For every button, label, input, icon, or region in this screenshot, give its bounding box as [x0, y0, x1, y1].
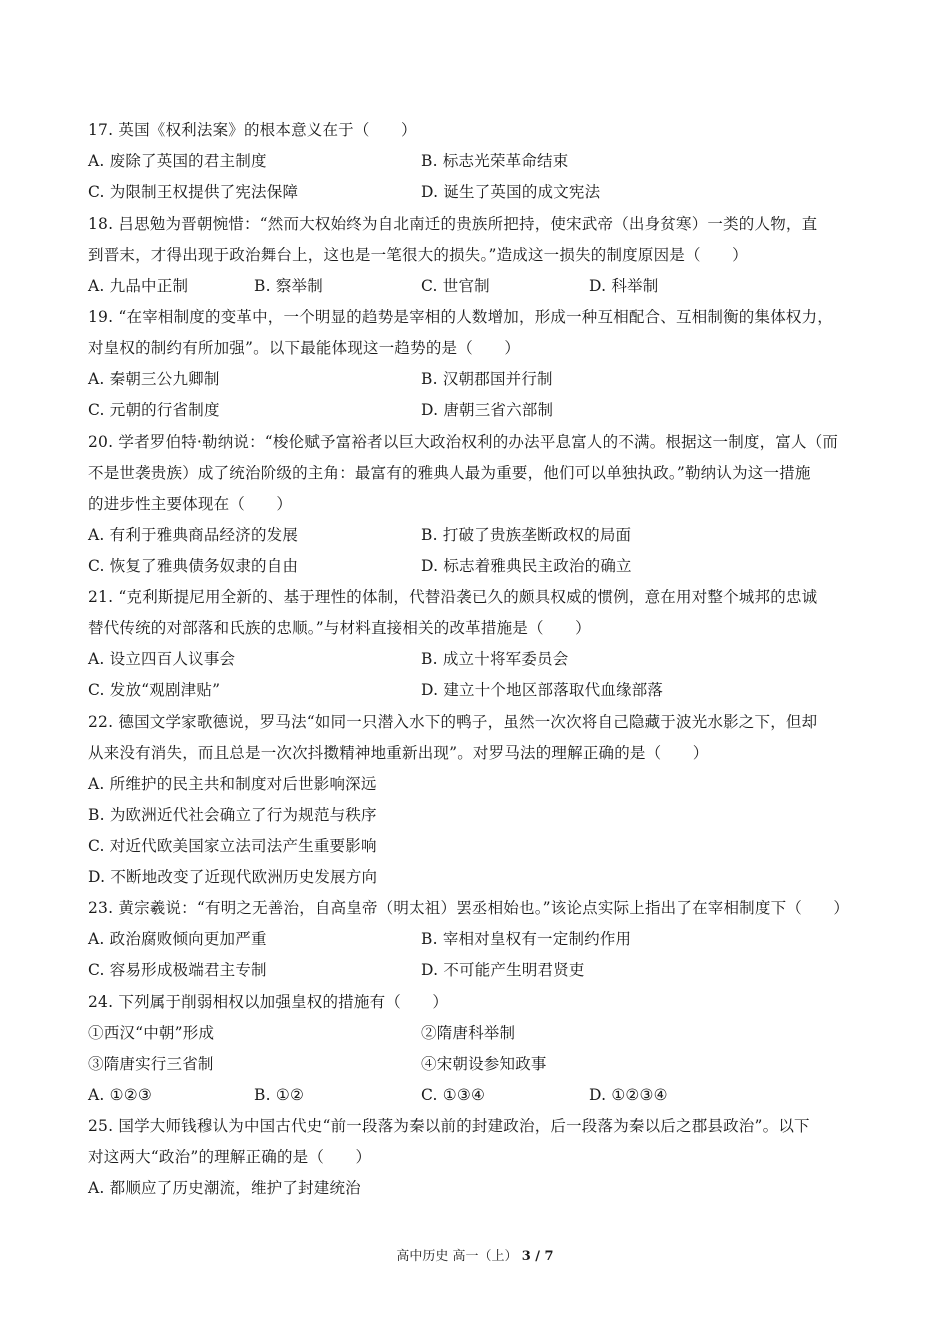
question-19-option-c: C. 元朝的行省制度 — [88, 401, 220, 419]
question-24-item-2: ②隋唐科举制 — [421, 1024, 516, 1042]
question-23-option-c: C. 容易形成极端君主专制 — [88, 961, 267, 979]
question-19-option-d: D. 唐朝三省六部制 — [421, 401, 554, 419]
question-23-option-d: D. 不可能产生明君贤吏 — [421, 961, 585, 979]
question-19-option-b: B. 汉朝郡国并行制 — [421, 370, 553, 388]
question-24-option-d: D. ①②③④ — [589, 1086, 668, 1104]
question-21-option-d: D. 建立十个地区部落取代血缘部落 — [421, 681, 664, 699]
question-25-option-a: A. 都顺应了历史潮流，维护了封建统治 — [88, 1179, 361, 1197]
question-22-option-d: D. 不断地改变了近现代欧洲历史发展方向 — [88, 868, 378, 886]
question-17-stem: 17. 英国《权利法案》的根本意义在于（ ） — [88, 121, 417, 139]
question-21-option-c: C. 发放“观剧津贴” — [88, 681, 221, 699]
question-18-option-d: D. 科举制 — [589, 277, 659, 295]
question-23-option-b: B. 宰相对皇权有一定制约作用 — [421, 930, 632, 948]
question-20-option-a: A. 有利于雅典商品经济的发展 — [88, 526, 299, 544]
question-19-stem-line-2: 对皇权的制约有所加强”。以下最能体现这一趋势的是（ ） — [88, 339, 521, 357]
question-18-option-b: B. 察举制 — [254, 277, 323, 295]
page-footer — [0, 1248, 950, 1266]
page-number: 3 / 7 — [521, 1249, 554, 1264]
question-18-option-a: A. 九品中正制 — [88, 277, 189, 295]
question-17-option-c: C. 为限制王权提供了宪法保障 — [88, 183, 299, 201]
question-21-option-a: A. 设立四百人议事会 — [88, 650, 236, 668]
question-18-option-c: C. 世官制 — [421, 277, 490, 295]
question-24-item-1: ①西汉“中朝”形成 — [88, 1024, 215, 1042]
question-17-option-d: D. 诞生了英国的成文宪法 — [421, 183, 601, 201]
question-19-option-a: A. 秦朝三公九卿制 — [88, 370, 220, 388]
question-20-stem-line-3: 的进步性主要体现在（ ） — [88, 495, 293, 513]
question-24-item-3: ③隋唐实行三省制 — [88, 1055, 214, 1073]
question-24-option-c: C. ①③④ — [421, 1086, 486, 1104]
question-21-option-b: B. 成立十将军委员会 — [421, 650, 569, 668]
question-18-stem-line-1: 18. 吕思勉为晋朝惋惜：“然而大权始终为自北南迁的贵族所把持，使宋武帝（出身贫寒）一类的人物，直 — [88, 215, 818, 233]
question-24-item-4: ④宋朝设参知政事 — [421, 1055, 547, 1073]
question-25-stem-line-1: 25. 国学大师钱穆认为中国古代史“前一段落为秦以前的封建政治，后一段落为秦以后之郡县政治”。以下 — [88, 1117, 810, 1135]
question-17-option-a: A. 废除了英国的君主制度 — [88, 152, 267, 170]
question-17-option-b: B. 标志光荣革命结束 — [421, 152, 569, 170]
question-20-stem-line-1: 20. 学者罗伯特·勒纳说：“梭伦赋予富裕者以巨大政治权利的办法平息富人的不满。根据这一制度，富人（而 — [88, 433, 839, 451]
question-20-option-d: D. 标志着雅典民主政治的确立 — [421, 557, 632, 575]
question-21-stem-line-1: 21. “克利斯提尼用全新的、基于理性的体制，代替沿袭已久的颇具权威的惯例，意在用对整个城邦的忠诚 — [88, 588, 818, 606]
question-24-option-b: B. ①② — [254, 1086, 305, 1104]
question-20-option-c: C. 恢复了雅典债务奴隶的自由 — [88, 557, 299, 575]
question-22-stem-line-1: 22. 德国文学家歌德说，罗马法“如同一只潜入水下的鸭子，虽然一次次将自己隐藏于波光水影之下，但却 — [88, 713, 818, 731]
question-22-option-a: A. 所维护的民主共和制度对后世影响深远 — [88, 775, 377, 793]
question-25-stem-line-2: 对这两大“政治”的理解正确的是（ ） — [88, 1148, 372, 1166]
footer-subject: 高中历史 高一（上） — [396, 1249, 518, 1264]
question-22-stem-line-2: 从来没有消失，而且总是一次次抖擞精神地重新出现”。对罗马法的理解正确的是（ ） — [88, 744, 709, 762]
question-18-stem-line-2: 到晋末，才得出现于政治舞台上，这也是一笔很大的损失。”造成这一损失的制度原因是（ ） — [88, 246, 748, 264]
question-23-option-a: A. 政治腐败倾向更加严重 — [88, 930, 267, 948]
question-21-stem-line-2: 替代传统的对部落和氏族的忠顺。”与材料直接相关的改革措施是（ ） — [88, 619, 591, 637]
question-24-option-a: A. ①②③ — [88, 1086, 152, 1104]
question-19-stem-line-1: 19. “在宰相制度的变革中，一个明显的趋势是宰相的人数增加，形成一种互相配合、互相制衡的集体权力， — [88, 308, 834, 326]
question-22-option-b: B. 为欧洲近代社会确立了行为规范与秩序 — [88, 806, 377, 824]
question-22-option-c: C. 对近代欧美国家立法司法产生重要影响 — [88, 837, 377, 855]
question-23-stem: 23. 黄宗羲说：“有明之无善治，自高皇帝（明太祖）罢丞相始也。”该论点实际上指出了在宰相制度下（ ） — [88, 899, 850, 917]
question-20-option-b: B. 打破了贵族垄断政权的局面 — [421, 526, 632, 544]
question-20-stem-line-2: 不是世袭贵族）成了统治阶级的主角：最富有的雅典人最为重要，他们可以单独执政。”勒纳认为这一措施 — [88, 464, 811, 482]
question-24-stem: 24. 下列属于削弱相权以加强皇权的措施有（ ） — [88, 993, 449, 1011]
